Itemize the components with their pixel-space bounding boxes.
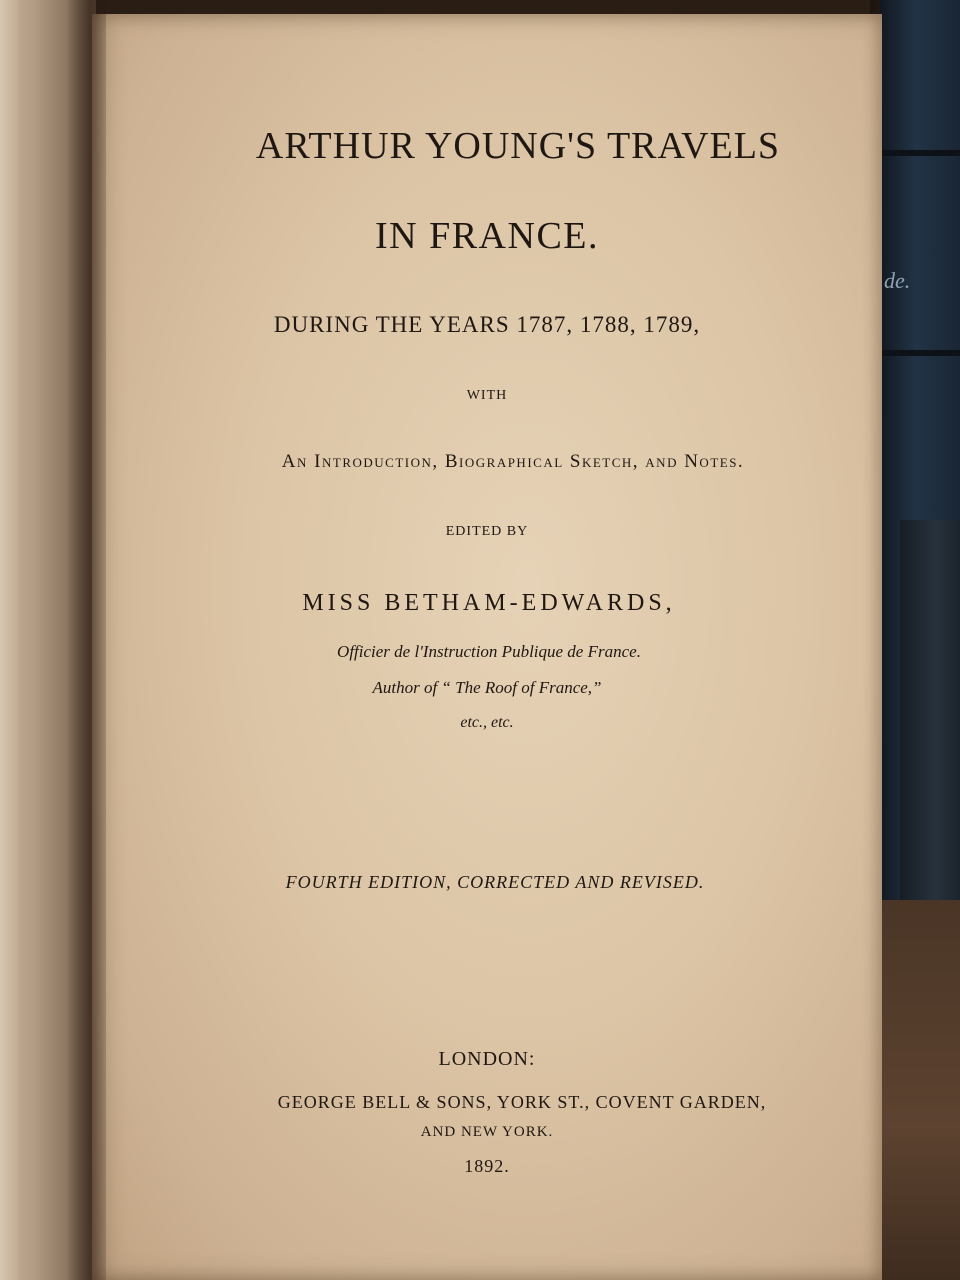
imprint-publisher: GEORGE BELL & SONS, YORK ST., COVENT GARDEN, [277, 1092, 767, 1112]
imprint-city: LONDON: [438, 1048, 536, 1070]
book-title-line-1: ARTHUR YOUNG'S TRAVELS [255, 125, 781, 167]
left-page-edge [0, 0, 18, 1280]
edited-by-label: EDITED BY [445, 524, 529, 539]
spine-lettering: de. [884, 268, 911, 293]
book-title-line-2: IN FRANCE. [374, 215, 600, 257]
title-page [92, 14, 882, 1280]
introduction-line: An Introduction, Biographical Sketch, and Notes. [281, 451, 745, 472]
editor-credential-2: Author of “ The Roof of France,” [372, 678, 602, 697]
imprint-year: 1892. [464, 1156, 510, 1176]
imprint-second-city: AND NEW YORK. [420, 1124, 554, 1140]
gutter-shadow [66, 0, 106, 1280]
shelf-wood [880, 900, 960, 1280]
book-spine-lower [900, 520, 960, 900]
edition-statement: FOURTH EDITION, CORRECTED AND REVISED. [285, 872, 705, 892]
spine-band [880, 350, 960, 356]
editor-credential-3: etc., etc. [460, 714, 514, 731]
years-subtitle: DURING THE YEARS 1787, 1788, 1789, [273, 312, 701, 337]
editor-name: MISS BETHAM-EDWARDS, [302, 590, 676, 616]
with-label: WITH [466, 388, 508, 403]
editor-credential-1: Officier de l'Instruction Publique de France. [337, 642, 641, 661]
spine-band [880, 150, 960, 156]
